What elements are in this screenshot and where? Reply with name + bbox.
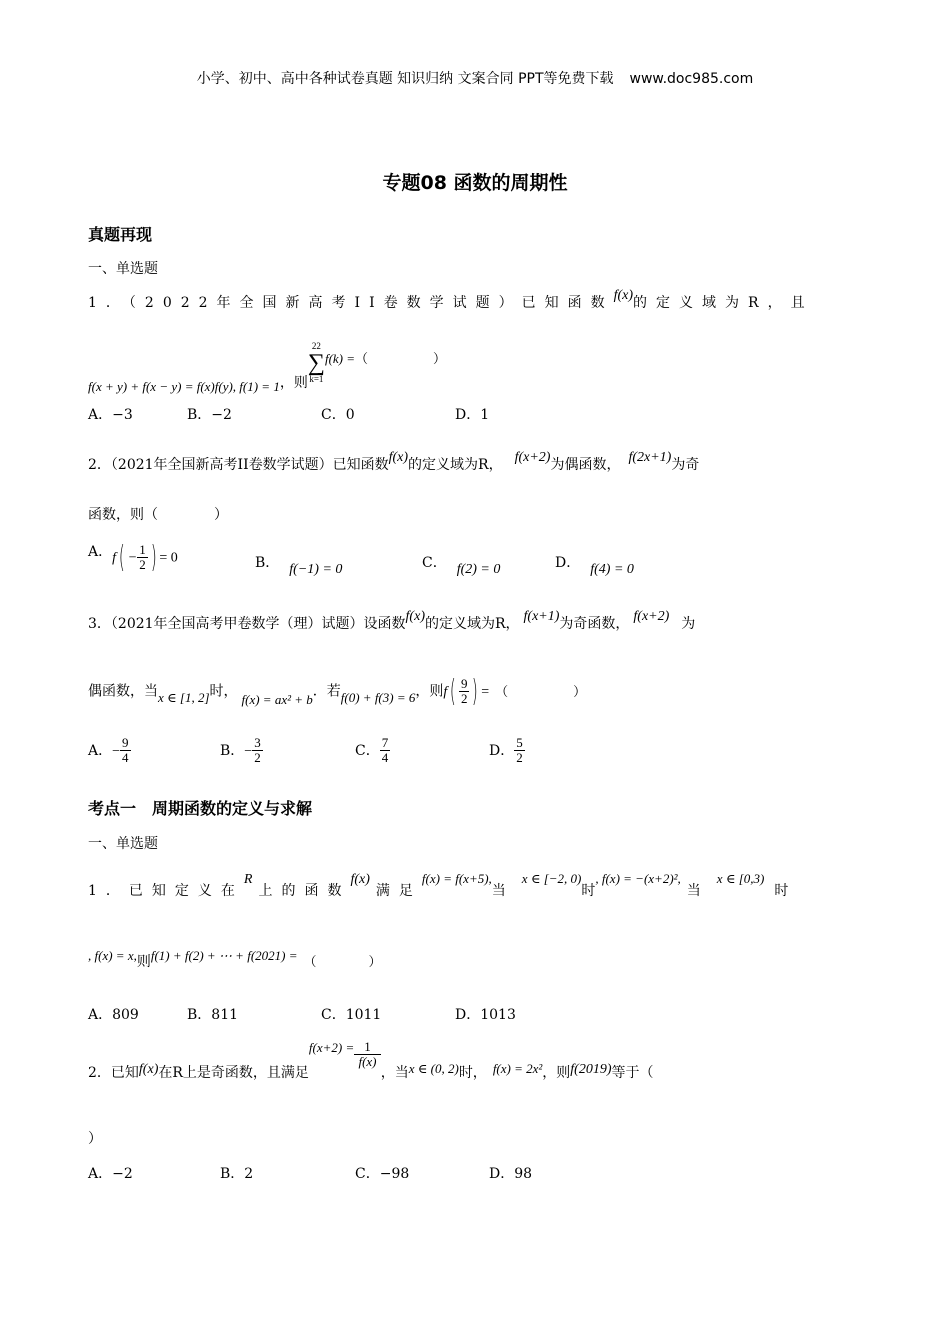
question-3-line-2: 偶函数，当x ∈ [1, 2]时， f(x) = ax² + b．若f(0) + f(3) = 6，则f( $\frac{9}{2}$ ) = （ ） <box>88 674 587 709</box>
s2-q2-option-d[interactable]: D．98 <box>489 1166 533 1182</box>
math-expr: f(x) = 2x² <box>492 1061 543 1076</box>
question-text: 当 <box>686 883 701 899</box>
page-header <box>0 68 950 88</box>
header-url[interactable]: www.doc985.com <box>629 71 754 87</box>
fraction-numerator: 5 <box>516 735 523 750</box>
math-expr: x ∈ [−2, 0) <box>521 871 582 886</box>
question-2-line-1 <box>88 446 700 473</box>
fraction-denominator: 4 <box>122 750 129 766</box>
question-text: 在R上是奇函数，且满足 <box>158 1065 309 1081</box>
math-expr: x ∈ [0,3) <box>716 871 765 886</box>
option-label: C． <box>355 742 380 759</box>
subheading-2: 一、单选题 <box>88 836 158 852</box>
math-expr: f(x + y) + f(x − y) = f(x)f(y), f(1) = 1 <box>88 379 280 394</box>
question-text: 3．（2021年全国高考甲卷数学（理）试题）设函数 <box>88 616 406 632</box>
question-text: 时 <box>774 883 789 899</box>
math-expr: f(0) + f(3) = 6 <box>340 689 416 705</box>
question-text: 时， <box>209 683 238 700</box>
math-expr: f(x) <box>138 1062 159 1077</box>
q3-option-a[interactable] <box>88 736 131 766</box>
math-expr: f(x) = f(x+5), <box>421 871 492 886</box>
question-text: 时 <box>581 883 596 899</box>
s2-q2-option-a[interactable]: A．−2 <box>88 1166 133 1182</box>
fraction-denominator: 2 <box>139 557 146 572</box>
fraction-denominator: 4 <box>381 750 389 766</box>
fraction-numerator: 1 <box>139 541 146 557</box>
fraction-denominator: f(x) <box>358 1054 377 1070</box>
math-expr: f(2019) <box>570 1062 612 1077</box>
s2-q1-option-c[interactable]: C．1011 <box>321 1007 382 1023</box>
q2-option-c[interactable] <box>422 552 501 577</box>
math-expr: f(1) + f(2) + ⋯ + f(2021) = <box>150 948 298 963</box>
option-label: B． <box>220 742 245 759</box>
question-text: 为奇 <box>671 457 700 473</box>
question-text: 当 <box>491 883 506 899</box>
answer-paren: （ ） <box>303 955 382 970</box>
fraction-denominator: 2 <box>254 750 261 766</box>
math-expr: f(x+1) <box>523 609 560 624</box>
fraction-numerator: 3 <box>254 735 261 750</box>
question-text: ，则 <box>415 683 444 700</box>
math-expr: x ∈ [1, 2] <box>158 689 210 705</box>
option-label: A． <box>88 543 113 560</box>
question-3-line-1 <box>88 605 696 632</box>
s2-q1-option-a[interactable]: A．809 <box>88 1007 139 1023</box>
question-2-line-2: 函数，则（ ） <box>88 507 228 523</box>
s2-q2-option-c[interactable]: C．−98 <box>355 1166 410 1182</box>
option-label: B． <box>255 555 280 571</box>
math-expr: f(x+2) <box>514 450 551 465</box>
header-text: 小学、初中、高中各种试卷真题 知识归纳 文案合同 PPT等免费下载 <box>196 71 614 87</box>
question-text: 上的函数 <box>258 883 351 899</box>
fraction-numerator: 7 <box>381 735 389 750</box>
q3-option-c[interactable] <box>355 736 390 766</box>
math-expr: f(x) <box>350 872 370 887</box>
question-text: 2．已知 <box>88 1065 139 1081</box>
question-text: ，则 <box>542 1065 571 1081</box>
math-expr: , f(x) = x, <box>88 948 137 963</box>
option-label: A． <box>88 742 113 759</box>
answer-paren: （ ） <box>495 684 587 700</box>
math-expr: f(2) = 0 <box>456 562 501 577</box>
fraction <box>459 677 470 707</box>
q1-option-b[interactable]: B．−2 <box>187 407 232 423</box>
fraction-denominator: 2 <box>516 750 523 766</box>
math-expr: = 0 <box>159 550 178 566</box>
question-1-line-1 <box>88 288 863 312</box>
summation-symbol: 22 ∑ k=1 <box>307 341 325 384</box>
option-label: D． <box>489 742 515 759</box>
question-text: 2．（2021年全国新高考II卷数学试题）已知函数 <box>88 457 389 473</box>
answer-paren: （ ） <box>355 352 447 367</box>
question-text: 1．（2022年全国新高考II卷数学试题）已知函数 <box>88 295 614 311</box>
question-text: 的定义域为R， <box>424 616 520 632</box>
fraction-numerator: 9 <box>122 735 129 750</box>
math-expr: f(x) <box>613 288 634 303</box>
question-text: 的定义域为R，且 <box>633 295 814 311</box>
question-text: 满足 <box>375 883 422 899</box>
q2-option-d[interactable] <box>555 552 634 577</box>
question-text: 1．已知定义在 <box>88 883 244 899</box>
option-label: D． <box>555 555 581 571</box>
s2-q1-option-b[interactable]: B．811 <box>187 1007 239 1023</box>
q2-option-a[interactable]: A．f( − $\frac{1}{2}$ ) = 0 <box>88 540 178 575</box>
question-text: 为偶函数， <box>550 457 621 473</box>
fraction <box>120 736 131 766</box>
q1-option-d[interactable]: D．1 <box>455 407 490 423</box>
math-expr: f(x) = ax² + b <box>241 691 313 707</box>
question-text: 时， <box>458 1065 487 1081</box>
q1-option-a[interactable]: A．−3 <box>88 407 133 423</box>
math-expr: R <box>243 872 253 887</box>
math-expr: x ∈ (0, 2) <box>408 1061 459 1076</box>
question-text: 等于（ <box>611 1065 654 1081</box>
q1-option-c[interactable]: C．0 <box>321 407 355 423</box>
sum-lower: k=1 <box>309 374 324 384</box>
fraction <box>380 736 391 766</box>
fraction <box>354 1040 381 1070</box>
s2-q2-option-b[interactable]: B．2 <box>220 1166 254 1182</box>
subheading-1: 一、单选题 <box>88 261 158 277</box>
q3-option-b[interactable] <box>220 736 263 766</box>
question-text: 为 <box>681 616 696 632</box>
minus-sign: − <box>244 743 253 759</box>
s2-question-2-line-2: ） <box>88 1131 102 1147</box>
math-expr: f(−1) = 0 <box>289 562 343 577</box>
question-text: ，则 <box>279 375 308 391</box>
option-label: C． <box>422 555 447 571</box>
sum-upper: 22 <box>311 341 321 351</box>
section-heading-2: 考点一 周期函数的定义与求解 <box>88 799 313 818</box>
q3-option-d[interactable] <box>489 736 525 766</box>
s2-question-1-line-2 <box>88 945 382 970</box>
fraction-numerator: 1 <box>354 1040 381 1055</box>
fraction-numerator: 9 <box>460 675 468 691</box>
s2-q1-option-d[interactable]: D．1013 <box>455 1007 516 1023</box>
math-expr: f(2x+1) <box>628 450 672 465</box>
question-text: 的定义域为R， <box>408 457 503 473</box>
math-expr: f(4) = 0 <box>590 562 634 577</box>
q2-option-b[interactable] <box>255 552 343 577</box>
math-expr: f(x) <box>405 609 425 624</box>
math-expr: f(x+2) <box>633 609 670 624</box>
document-title: 专题08 函数的周期性 <box>382 172 568 194</box>
minus-sign: − <box>112 743 121 759</box>
question-text: 为奇函数， <box>559 616 630 632</box>
question-text: ，当 <box>380 1065 409 1081</box>
question-text: 偶函数，当 <box>88 683 158 700</box>
fraction <box>514 736 525 766</box>
s2-question-1-line-1 <box>88 868 863 899</box>
math-expr: f(x+2) = <box>308 1040 355 1055</box>
fraction <box>252 736 263 766</box>
fraction-denominator: 2 <box>460 691 468 706</box>
s2-question-2-line-1 <box>88 1039 654 1081</box>
math-expr: , f(x) = −(x+2)², <box>595 871 681 886</box>
section-heading-1: 真题再现 <box>88 225 153 244</box>
question-text: 则 <box>136 954 151 970</box>
math-expr: f(k) = <box>324 351 356 366</box>
fraction <box>137 543 148 573</box>
question-text: ．若 <box>312 683 341 700</box>
question-1-line-2 <box>88 340 447 394</box>
math-expr: f(x) <box>388 450 409 465</box>
